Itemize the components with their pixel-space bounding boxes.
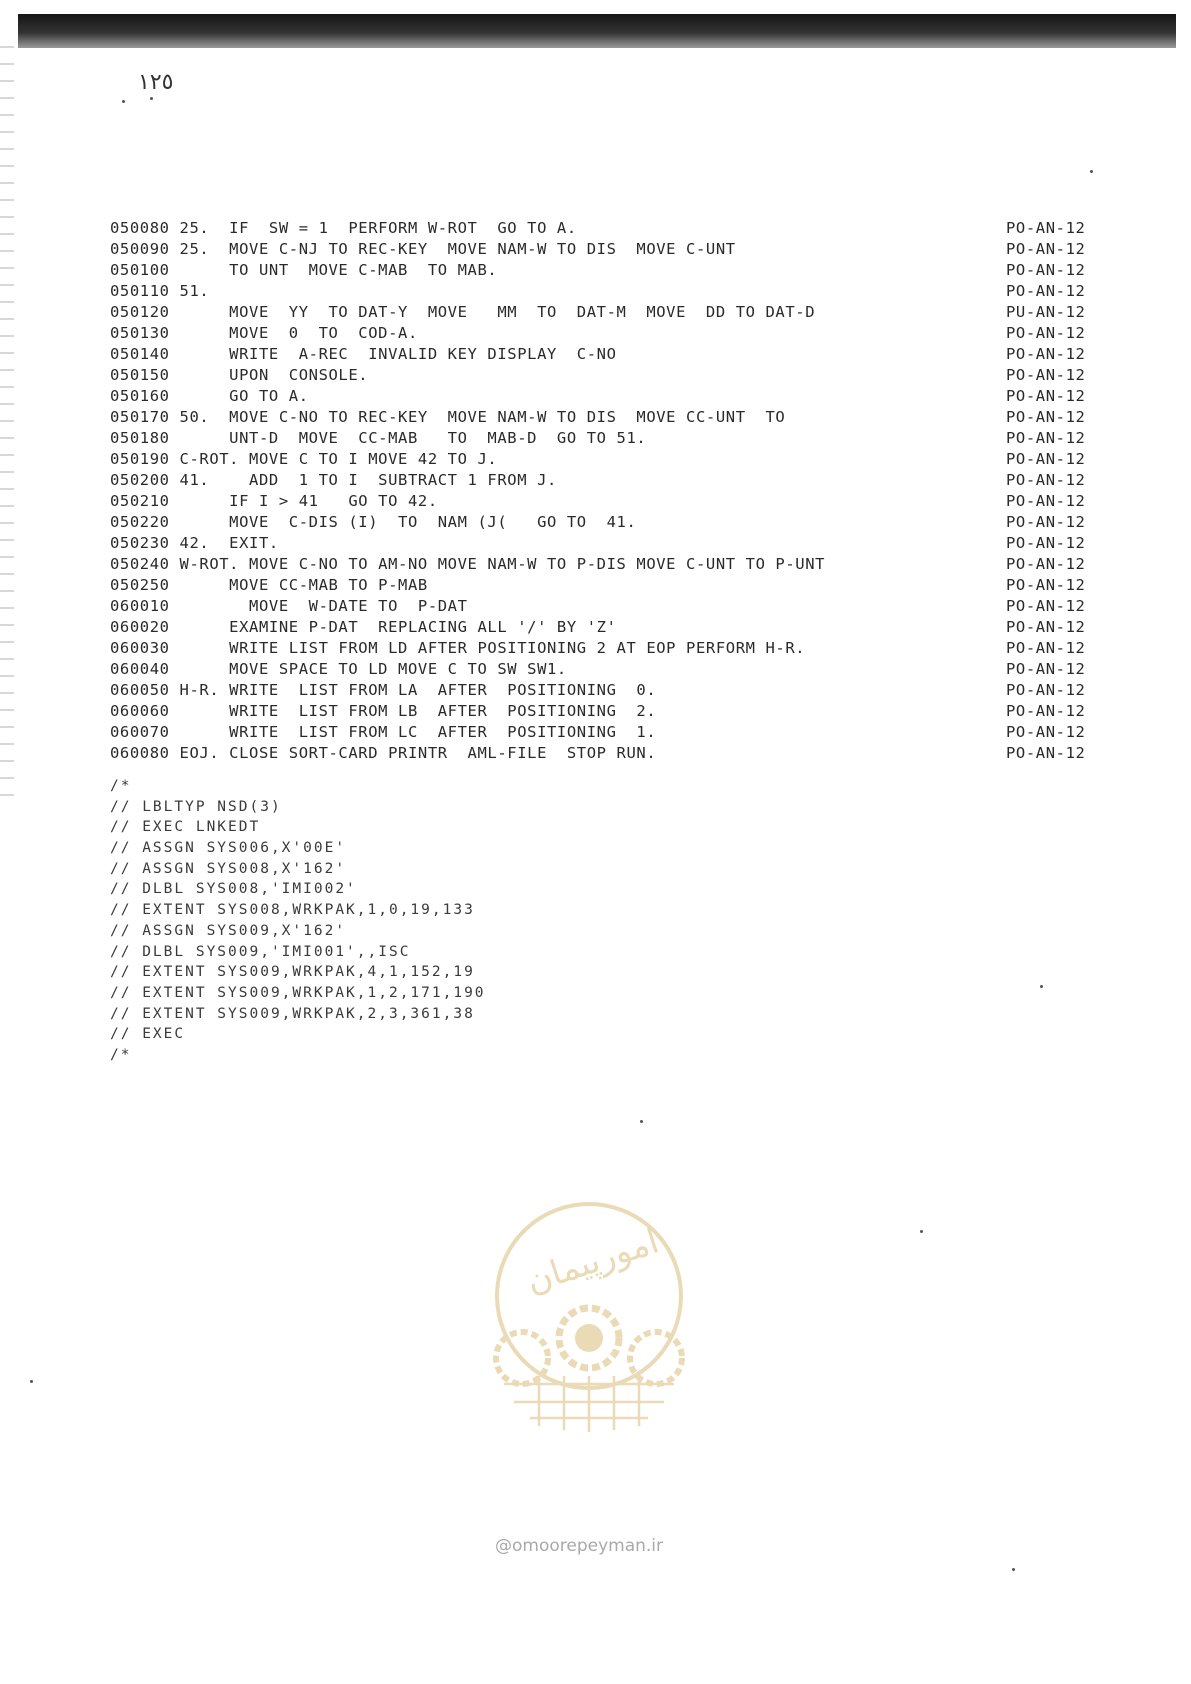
listing-tag: PO-AN-12 (1006, 618, 1086, 636)
jcl-line: /* (110, 1046, 132, 1063)
listing-code: 060020 EXAMINE P-DAT REPLACING ALL '/' BY 'Z' (110, 618, 617, 636)
listing-line (110, 533, 1110, 554)
listing-code: 050120 MOVE YY TO DAT-Y MOVE MM TO DAT-M MOVE DD TO DAT-D (110, 303, 816, 321)
listing-line (110, 722, 1110, 743)
jcl-line: // LBLTYP NSD(3) (110, 798, 282, 815)
listing-tag: PO-AN-12 (1006, 744, 1086, 762)
listing-tag: PO-AN-12 (1006, 681, 1086, 699)
listing-tag: PO-AN-12 (1006, 597, 1086, 615)
listing-line (110, 260, 1110, 281)
listing-tag: PO-AN-12 (1006, 345, 1086, 363)
cobol-listing (110, 218, 1110, 764)
listing-code: 050220 MOVE C-DIS (I) TO NAM (J( GO TO 41. (110, 513, 637, 531)
jcl-line: // DLBL SYS009,'IMI001',,ISC (110, 943, 411, 960)
jcl-line: // ASSGN SYS006,X'00E' (110, 840, 347, 857)
listing-code: 050240 W-ROT. MOVE C-NO TO AM-NO MOVE NAM-W TO P-DIS MOVE C-UNT TO P-UNT (110, 555, 826, 573)
listing-code: 060070 WRITE LIST FROM LC AFTER POSITIONING 1. (110, 723, 657, 741)
watermark-logo (484, 1186, 694, 1436)
listing-code: 060030 WRITE LIST FROM LD AFTER POSITIONING 2 AT EOP PERFORM H-R. (110, 639, 806, 657)
jcl-line: // DLBL SYS008,'IMI002' (110, 881, 357, 898)
listing-line (110, 365, 1110, 386)
listing-tag: PO-AN-12 (1006, 429, 1086, 447)
listing-code: 060010 MOVE W-DATE TO P-DAT (110, 597, 468, 615)
listing-tag: PO-AN-12 (1006, 492, 1086, 510)
listing-tag: PO-AN-12 (1006, 576, 1086, 594)
listing-code: 060040 MOVE SPACE TO LD MOVE C TO SW SW1. (110, 660, 567, 678)
listing-code: 050170 50. MOVE C-NO TO REC-KEY MOVE NAM-W TO DIS MOVE CC-UNT TO (110, 408, 786, 426)
scan-speck (1090, 170, 1093, 173)
listing-tag: PO-AN-12 (1006, 534, 1086, 552)
listing-code: 050230 42. EXIT. (110, 534, 279, 552)
listing-code: 060080 EOJ. CLOSE SORT-CARD PRINTR AML-FILE STOP RUN. (110, 744, 657, 762)
listing-line (110, 449, 1110, 470)
listing-code: 050150 UPON CONSOLE. (110, 366, 369, 384)
watermark-url: @omoorepeyman.ir (495, 1536, 664, 1556)
listing-line (110, 638, 1110, 659)
listing-line (110, 554, 1110, 575)
listing-line (110, 428, 1110, 449)
listing-tag: PO-AN-12 (1006, 660, 1086, 678)
jcl-line: // ASSGN SYS009,X'162' (110, 922, 347, 939)
jcl-block (110, 776, 486, 1066)
listing-tag: PO-AN-12 (1006, 555, 1086, 573)
listing-code: 050200 41. ADD 1 TO I SUBTRACT 1 FROM J. (110, 471, 557, 489)
listing-line (110, 344, 1110, 365)
listing-line (110, 596, 1110, 617)
listing-tag: PO-AN-12 (1006, 261, 1086, 279)
scan-speck (920, 1230, 923, 1233)
listing-code: 050250 MOVE CC-MAB TO P-MAB (110, 576, 428, 594)
listing-code: 050090 25. MOVE C-NJ TO REC-KEY MOVE NAM-W TO DIS MOVE C-UNT (110, 240, 736, 258)
listing-line (110, 491, 1110, 512)
jcl-line: // EXEC (110, 1026, 186, 1043)
listing-line (110, 575, 1110, 596)
scan-top-band (18, 14, 1176, 48)
jcl-line: // EXTENT SYS008,WRKPAK,1,0,19,133 (110, 902, 475, 919)
listing-tag: PO-AN-12 (1006, 639, 1086, 657)
listing-tag: PO-AN-12 (1006, 513, 1086, 531)
listing-line (110, 659, 1110, 680)
scan-speck (640, 1120, 643, 1123)
listing-line (110, 302, 1110, 323)
listing-code: 050110 51. (110, 282, 210, 300)
listing-code: 050100 TO UNT MOVE C-MAB TO MAB. (110, 261, 498, 279)
listing-line (110, 323, 1110, 344)
listing-tag: PO-AN-12 (1006, 408, 1086, 426)
scan-speck (1012, 1568, 1015, 1571)
listing-tag: PO-AN-12 (1006, 387, 1086, 405)
scan-speck (30, 1380, 33, 1383)
listing-code: 050160 GO TO A. (110, 387, 309, 405)
scan-speck (122, 100, 125, 103)
jcl-line: // EXTENT SYS009,WRKPAK,4,1,152,19 (110, 964, 475, 981)
listing-line (110, 470, 1110, 491)
listing-line (110, 239, 1110, 260)
watermark-logo-text: امورپیمان (521, 1221, 664, 1302)
listing-tag: PO-AN-12 (1006, 702, 1086, 720)
jcl-line: // EXTENT SYS009,WRKPAK,2,3,361,38 (110, 1005, 475, 1022)
jcl-line: // EXEC LNKEDT (110, 819, 261, 836)
listing-line (110, 407, 1110, 428)
listing-line (110, 617, 1110, 638)
listing-tag: PO-AN-12 (1006, 366, 1086, 384)
jcl-line: // ASSGN SYS008,X'162' (110, 860, 347, 877)
listing-tag: PO-AN-12 (1006, 240, 1086, 258)
listing-code: 060060 WRITE LIST FROM LB AFTER POSITIONING 2. (110, 702, 657, 720)
listing-tag: PO-AN-12 (1006, 450, 1086, 468)
listing-line (110, 680, 1110, 701)
listing-code: 060050 H-R. WRITE LIST FROM LA AFTER POSITIONING 0. (110, 681, 657, 699)
listing-code: 050140 WRITE A-REC INVALID KEY DISPLAY C-NO (110, 345, 617, 363)
listing-code: 050180 UNT-D MOVE CC-MAB TO MAB-D GO TO 51. (110, 429, 647, 447)
listing-line (110, 281, 1110, 302)
scan-speck (150, 97, 153, 100)
listing-tag: PO-AN-12 (1006, 219, 1086, 237)
listing-tag: PU-AN-12 (1006, 303, 1086, 321)
listing-code: 050080 25. IF SW = 1 PERFORM W-ROT GO TO A. (110, 219, 577, 237)
listing-code: 050190 C-ROT. MOVE C TO I MOVE 42 TO J. (110, 450, 498, 468)
scan-speck (1040, 985, 1043, 988)
listing-line (110, 386, 1110, 407)
scan-left-edge (0, 40, 14, 800)
listing-tag: PO-AN-12 (1006, 723, 1086, 741)
listing-line (110, 743, 1110, 764)
jcl-line: /* (110, 778, 132, 794)
jcl-line: // EXTENT SYS009,WRKPAK,1,2,171,190 (110, 984, 486, 1001)
listing-line (110, 218, 1110, 239)
listing-line (110, 512, 1110, 533)
listing-code: 050210 IF I > 41 GO TO 42. (110, 492, 438, 510)
listing-tag: PO-AN-12 (1006, 324, 1086, 342)
listing-line (110, 701, 1110, 722)
page-number: ١٢٥ (138, 70, 174, 95)
listing-tag: PO-AN-12 (1006, 282, 1086, 300)
listing-code: 050130 MOVE 0 TO COD-A. (110, 324, 418, 342)
listing-tag: PO-AN-12 (1006, 471, 1086, 489)
